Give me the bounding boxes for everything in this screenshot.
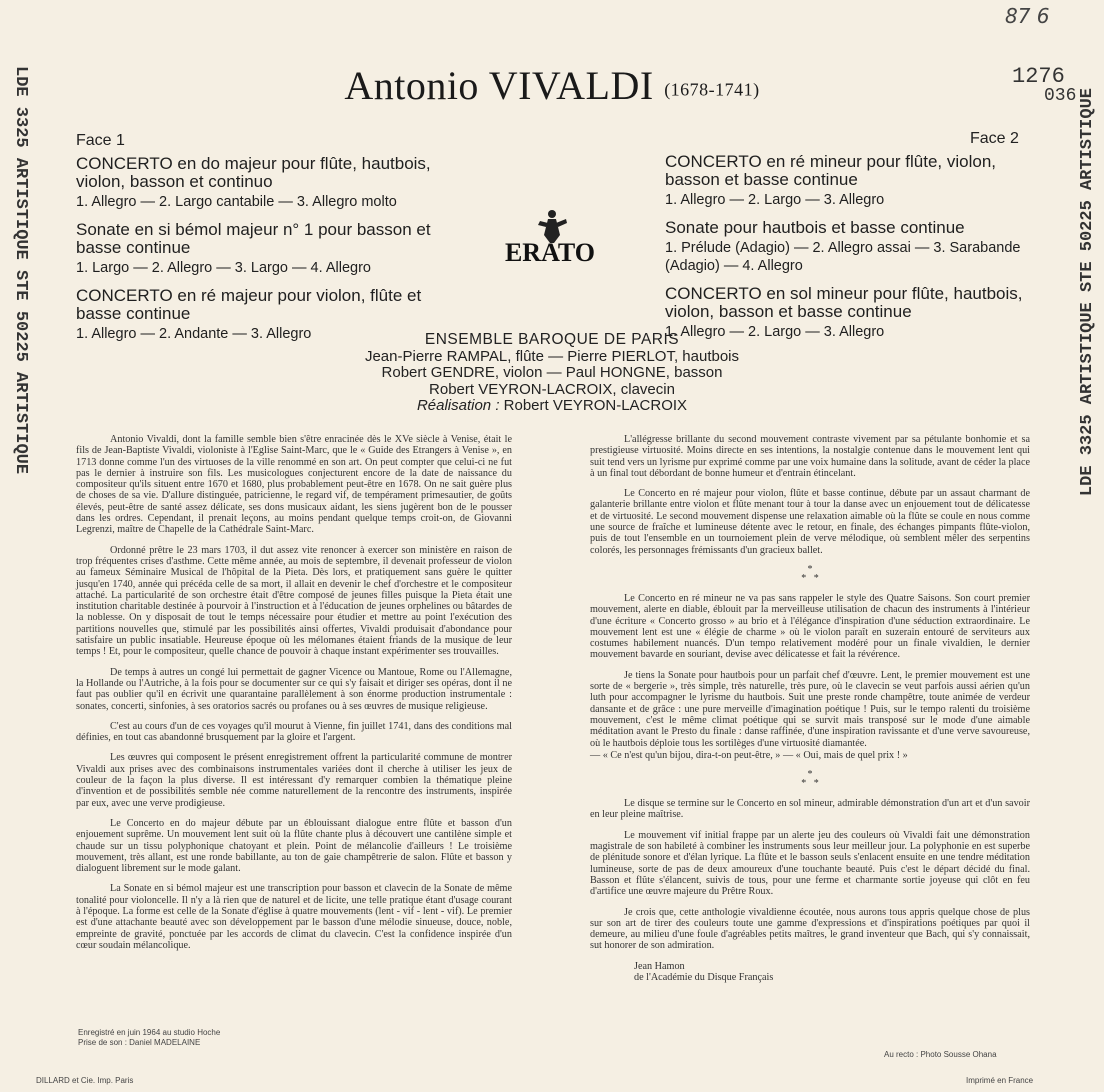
- photo-credit: Au recto : Photo Sousse Ohana: [884, 1050, 997, 1059]
- performers-line-1: Jean-Pierre RAMPAL, flûte — Pierre PIERLOT, hautbois: [364, 347, 740, 365]
- muse-figure-icon: [496, 205, 604, 265]
- recording-info: Enregistré en juin 1964 au studio Hoche: [78, 1028, 221, 1037]
- composer-first-name: Antonio: [344, 63, 479, 108]
- logo-text: ERATO: [504, 238, 596, 265]
- note-paragraph: L'allégresse brillante du second mouvement contraste vivement par sa pétulante bonhomie et sa prestigieuse virtuosité. Moins directe en ses intentions, la nostalgie contenue dans le mouvement lent qui suit tend vers un lyrisme pur exprimé comme par une voix humaine dans la solitude, avant de céder la place à un final tout débordant de bonne humeur et d'entrain étincelant.: [590, 434, 1030, 479]
- piece-title: Sonate en si bémol majeur n° 1 pour basson et basse continue: [76, 220, 431, 257]
- signature: [634, 961, 1030, 984]
- note-paragraph: Le mouvement vif initial frappe par un alerte jeu des couleurs où Vivaldi fait une démonstration magistrale de son habileté à combiner les instruments sous leur meilleur jour. La polyphonie en est superbe de plénitude sonore et d'élan lyrique. La flûte et le basson seuls s'enlacent ensuite en une tendre méditation lumineuse, sorte de pas de deux amoureux d'une touchante beauté. Puis c'est le départ décidé du final. Basson et flûte s'élancent, suivis de tous, pour une ferme et charmante sortie joyeuse qui clôt en feu d'artifice une œuvre majeure du Prêtre Roux.: [590, 829, 1030, 898]
- piece-title: CONCERTO en do majeur pour flûte, hautbois, violon, basson et continuo: [76, 154, 431, 191]
- piece-movements: 1. Allegro — 2. Largo cantabile — 3. Allegro molto: [76, 194, 397, 210]
- piece-movements: 1. Largo — 2. Allegro — 3. Largo — 4. Allegro: [76, 260, 371, 276]
- face1-program: [76, 155, 468, 353]
- note-paragraph: Je crois que, cette anthologie vivaldienne écoutée, nous aurons tous appris quelque chose de plus sur son art de tirer des couleurs toute une gamme d'expressions et d'inspirations poétiques par quoi il demeure, au milieu d'une foule d'agréables petits maîtres, le grand inventeur que Bach, qui s'y connaissait, sut honorer de son admiration.: [590, 906, 1030, 952]
- realisation-line: [300, 398, 804, 415]
- face1-piece-2: [76, 221, 468, 277]
- section-separator: * * *: [801, 563, 819, 584]
- face2-program: [665, 153, 1035, 351]
- catalog-sub-number: 036: [1044, 86, 1077, 106]
- handwritten-note: 87 6: [1005, 4, 1050, 28]
- note-paragraph: Le Concerto en ré mineur ne va pas sans rappeler le style des Quatre Saisons. Son court premier mouvement, alerte en diable, éblouit par la merveilleuse utilisation de chacun des instruments à l'intérieur d'une écriture « Concerto grosso » au brio et à l'élégance d'inspiration d'une séduction extraordinaire. Le mouvement lent est une « élégie de charme » où le violon paraît en suzerain entouré de serviteurs aux costumes habilement nuancés. D'un tempo relativement modéré pour un finale vivaldien, le dernier mouvement bavarde en souriant, devise avec délicatesse et fait la révérence.: [590, 592, 1030, 661]
- erato-logo: [496, 205, 604, 265]
- note-quote: — « Ce n'est qu'un bijou, dira-t-on peut-être, » — « Oui, mais de quel prix ! »: [590, 749, 908, 761]
- piece-movements: 1. Allegro — 2. Andante — 3. Allegro: [76, 326, 312, 342]
- face2-label: Face 2: [970, 130, 1019, 147]
- printer-credit: DILLARD et Cie. Imp. Paris: [36, 1076, 134, 1085]
- note-paragraph: Le Concerto en ré majeur pour violon, flûte et basse continue, débute par un assaut charmant de galanterie brillante entre violon et flûte menant tour à tour la danse avec un enjouement tout de délicatesse et de virtuosité. Le second mouvement dispense une relaxation aimable où la flûte se coule en nous comme une source de fraîche et lumineuse détente avec le retour, en finale, des échanges pimpants flûte-violon, puis de tout l'ensemble en un tournoiement plein de verve mélodique, où semblent mêler des serpentins colorés, les personnages frémissants d'un gracieux ballet.: [590, 488, 1030, 556]
- recording-credits: [78, 1028, 220, 1048]
- face2-piece-2: [665, 219, 1035, 275]
- spine-right-text: LDE 3325 ARTISTIQUE STE 50225 ARTISTIQUE: [1078, 88, 1097, 497]
- note-paragraph: Ordonné prêtre le 23 mars 1703, il dut assez vite renoncer à exercer son ministère en raison de trop fréquentes crises d'asthme. Cette même année, au mois de septembre, il devenait professeur de violon au fameux Séminaire Musical de l'hôpital de la Pieta. Dès lors, et pratiquement sans guère le quitter jusqu'en 1740, année qui précéda celle de sa mort, il allait en devenir le chef d'orchestre et le compositeur attaché. La particularité de son orchestre était d'être composé de jeunes filles puisque la Pieta était une institution charitable destinée à pourvoir à l'instruction et à l'éducation de jeunes orphelines ou bâtardes de la noblesse. On y disposait de tout le temps nécessaire pour étudier et mettre au point l'exécution des partitions nouvelles que, stimulé par les possibilités ainsi offertes, Vivaldi produisait d'abondance pour satisfaire un public insatiable. Heureuse époque où les mélomanes étaient friands de la musique de leur temps ! Et, pour le compositeur, quelle chance de pouvoir à chaque instant expérimenter ses trouvailles.: [76, 544, 512, 658]
- note-paragraph: Je tiens la Sonate pour hautbois pour un parfait chef d'œuvre. Lent, le premier mouvement est une sorte de « bergerie », très simple, très naturelle, très pure, où le clavecin se veut parfois aussi aérien qu'un luth pour accompagner le lyrisme du hautbois. Suit une preste ronde champêtre, toute animée de verdeur dansante et de grâce : une pure merveille d'imagination poétique ! Puis, sur le tempo ralenti du troisième mouvement, c'est le même climat poétique qui se survit mais transposé sur le mode d'une aimable méditation avant le Presto du finale : danse raffinée, d'une inspiration ravissante et d'une verve savoureuse, où le hautbois déploie tous les sortilèges d'une virtuosité diamantée.: [590, 669, 1030, 749]
- note-paragraph: Antonio Vivaldi, dont la famille semble bien s'être enracinée dès le XVe siècle à Venise, était le fils de Jean-Baptiste Vivaldi, violoniste à l'Eglise Saint-Marc, que le « Guide des Etrangers à Venise », en 1713 donne comme l'un des virtuoses de la ville renommé en son art. On peut compter que celui-ci ne fut pas le dernier à instruire son fils. Les musicologues conjecturent encore de la date de naissance du compositeur qu'ils situent entre 1670 et 1680, plus probablement peut-être en 1678. On ne sait guère plus de choses de sa vie. D'allure distinguée, patricienne, le regard vif, de tempérament primesautier, de goûts élevés, peut-être de santé assez délicate, ses dons musicaux aidant, les siens jugèrent bon de le pousser dans les ordres. Cependant, il prenait leçons, au moins pendant quelque temps croit-on, de Giovanni Legrenzi, maître de Chapelle de la Cathédrale Saint-Marc.: [76, 434, 512, 536]
- piece-movements: 1. Allegro — 2. Largo — 3. Allegro: [665, 324, 885, 340]
- section-separator: * * *: [801, 769, 819, 790]
- note-paragraph: Le Concerto en do majeur débute par un éblouissant dialogue entre flûte et basson d'un enjouement suprême. Un mouvement lent suit où la flûte chante plus à découvert une cantilène simple et chaude sur un tissu polyphonique chatoyant et plein. Point de mélancolie d'ailleurs ! Le troisième mouvement, très allant, est une ronde babillante, au ton de gaie champêtrerie de salon. Flûte et basson y dialoguent librement sur le mode galant.: [76, 817, 512, 875]
- liner-notes-left: [76, 434, 512, 960]
- page-title: [0, 62, 1104, 109]
- face1-piece-1: [76, 155, 468, 211]
- piece-title: CONCERTO en ré majeur pour violon, flûte et basse continue: [76, 286, 422, 323]
- composer-last-name: VIVALDI: [488, 63, 654, 108]
- composer-dates: (1678-1741): [664, 79, 760, 100]
- note-paragraph: C'est au cours d'un de ces voyages qu'il mourut à Vienne, fin juillet 1741, dans des conditions mal définies, en tout cas abandonné brusquement par la gloire et l'argent.: [76, 720, 512, 744]
- note-paragraph: De temps à autres un congé lui permettait de gagner Vicence ou Mantoue, Rome ou l'Allemagne, la Hollande ou l'Autriche, à la fois pour se documenter sur ce qui s'y faisait et diriger ses opéras, dont il ne faut pas oublier qu'il en écrivit une quarantaine parallèlement à son énorme production instrumentale : sonates, concerti, sinfonies, à ses oratorios sacrés ou profanes ou à ses œuvres de musique religieuse.: [76, 666, 512, 712]
- face1-label: Face 1: [76, 132, 125, 149]
- piece-movements: 1. Prélude (Adagio) — 2. Allegro assai — 3. Sarabande (Adagio) — 4. Allegro: [665, 240, 1021, 274]
- piece-title: Sonate pour hautbois et basse continue: [665, 218, 965, 237]
- sound-engineer: Prise de son : Daniel MADELAINE: [78, 1038, 201, 1047]
- signature-affiliation: de l'Académie du Disque Français: [634, 971, 774, 983]
- realisation-label: Réalisation :: [416, 397, 500, 414]
- piece-title: CONCERTO en ré mineur pour flûte, violon, basson et basse continue: [665, 152, 997, 189]
- performers-line-3: Robert VEYRON-LACROIX, clavecin: [429, 380, 675, 398]
- spine-left-text: LDE 3325 ARTISTIQUE STE 50225 ARTISTIQUE: [11, 66, 30, 475]
- note-paragraph: Les œuvres qui composent le présent enregistrement offrent la particularité commune de montrer Vivaldi aux prises avec des combinaisons instrumentales variées dont il cherche à utiliser les jeux de couleur de la façon la plus diverse. Il est intéressant d'y remarquer combien la thématique pleine d'invention et de possibilités semble née comme naturellement de la rencontre des instruments, inspirée par eux, avec une verve prodigieuse.: [76, 752, 512, 809]
- ensemble-name: ENSEMBLE BAROQUE DE PARIS: [424, 331, 680, 348]
- performers-line-2: Robert GENDRE, violon — Paul HONGNE, basson: [381, 364, 723, 381]
- note-paragraph: Le disque se termine sur le Concerto en sol mineur, admirable démonstration d'un art et d'un savoir en leur pleine maîtrise.: [590, 798, 1030, 821]
- printed-in: Imprimé en France: [966, 1076, 1034, 1085]
- piece-title: CONCERTO en sol mineur pour flûte, hautbois, violon, basson et basse continue: [665, 284, 1023, 321]
- signature-name: Jean Hamon: [634, 960, 685, 972]
- realisation-name: Robert VEYRON-LACROIX: [503, 397, 688, 414]
- piece-movements: 1. Allegro — 2. Largo — 3. Allegro: [665, 192, 885, 208]
- face2-piece-1: [665, 153, 1035, 209]
- note-paragraph: La Sonate en si bémol majeur est une transcription pour basson et clavecin de la Sonate de même tonalité pour violoncelle. Il n'y a là rien que de naturel et de licite, une telle pratique étant d'usage courant à l'époque. La forme est celle de la Sonate d'église à quatre mouvements (lent - vif - lent - vif). Le premier est d'une attachante beauté avec son développement par le basson d'une mélodie sinueuse, douce, noble, empreinte de gravité, ponctuée par les accords de climat du clavecin. C'est la confidence inspirée d'un cœur soudain mélancolique.: [76, 883, 512, 951]
- ensemble-credits: [300, 332, 804, 415]
- catalog-number: 1276: [1012, 64, 1065, 89]
- liner-notes-right: [590, 434, 1030, 983]
